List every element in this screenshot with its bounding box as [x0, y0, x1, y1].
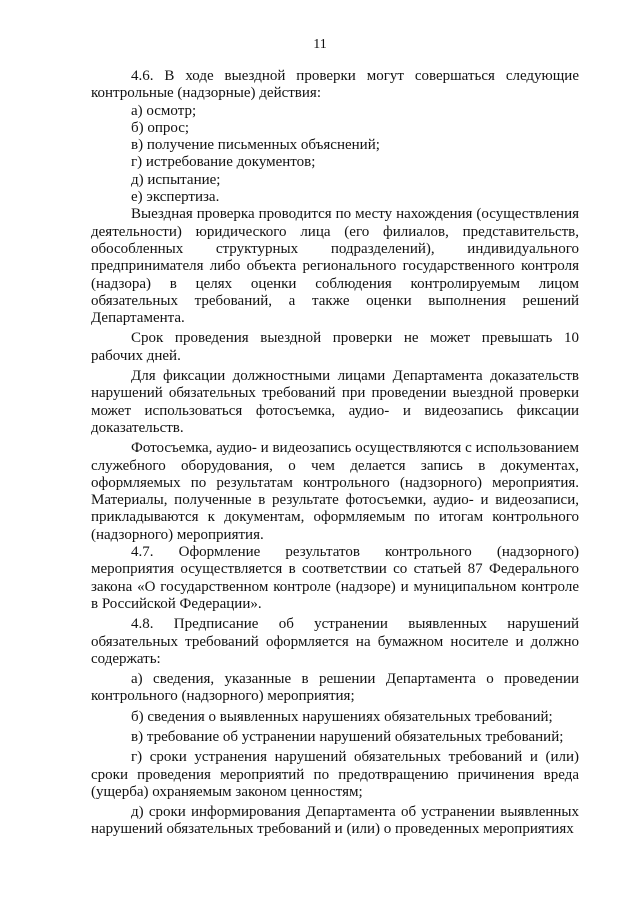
- list-item-b: б) опрос;: [131, 119, 190, 136]
- paragraph-photo-video: Фотосъемка, аудио- и видеозапись осуществляются с использованием служебного оборудования, о чем делается запись в документах, оформляемых по результатам контрольного (надзорного) мероприятия. Материалы, полученные в результате фотосъемки, аудио- и видеозаписи, прикладываются к документам, оформляемым по итогам контрольного (надзорного) мероприятия.: [91, 440, 579, 543]
- order-item-v: в) требование об устранении нарушений обязательных требований;: [131, 728, 564, 745]
- paragraph-4-8: 4.8. Предписание об устранении выявленных нарушений обязательных требований оформляется на бумажном носителе и должно содержать:: [91, 616, 579, 667]
- list-item-g: г) истребование документов;: [131, 154, 316, 171]
- paragraph-inspection-location: Выездная проверка проводится по месту нахождения (осуществления деятельности) юридического лица (его филиалов, представительств, обособленных структурных подразделений), индивидуального предпринимателя либо объекта регионального государственного контроля (надзора) в целях оценки соблюдения контролируемым лицом обязательных требований, а также оценки выполнения решений Департамента.: [91, 206, 579, 327]
- list-item-d: д) испытание;: [131, 171, 221, 188]
- list-item-e: е) экспертиза.: [131, 189, 220, 206]
- list-item-v: в) получение письменных объяснений;: [131, 137, 380, 154]
- list-item-a: а) осмотр;: [131, 102, 197, 119]
- paragraph-inspection-term: Срок проведения выездной проверки не может превышать 10 рабочих дней.: [91, 330, 579, 364]
- order-item-b: б) сведения о выявленных нарушениях обязательных требований;: [131, 708, 553, 725]
- order-item-g: г) сроки устранения нарушений обязательных требований и (или) сроки проведения мероприятий по предотвращению причинения вреда (ущерба) охраняемым законом ценностям;: [91, 749, 579, 800]
- order-item-a: а) сведения, указанные в решении Департамента о проведении контрольного (надзорного) мероприятия;: [91, 671, 579, 705]
- paragraph-evidence-fixation: Для фиксации должностными лицами Департамента доказательств нарушений обязательных требований при проведении выездной проверки может использоваться фотосъемка, аудио- и видеозапись фиксации доказательств.: [91, 368, 579, 436]
- document-body: [91, 68, 579, 839]
- order-item-d: д) сроки информирования Департамента об устранении выявленных нарушений обязательных требований и (или) о проведенных мероприятиях: [91, 804, 579, 838]
- paragraph-4-6-intro: 4.6. В ходе выездной проверки могут совершаться следующие контрольные (надзорные) действия:: [91, 68, 579, 102]
- page-number: 11: [313, 37, 327, 52]
- paragraph-4-7: 4.7. Оформление результатов контрольного (надзорного) мероприятия осуществляется в соответствии со статьей 87 Федерального закона «О государственном контроле (надзоре) и муниципальном контроле в Российской Федерации».: [91, 544, 579, 612]
